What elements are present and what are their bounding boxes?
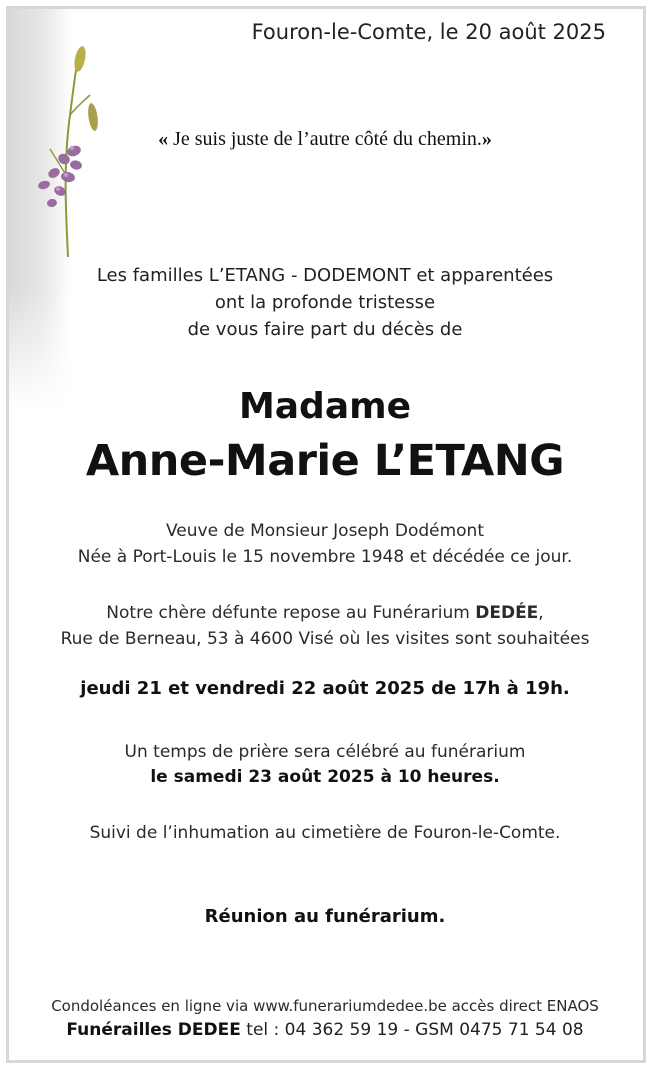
deceased-details [0, 518, 650, 570]
condolences-line: Condoléances en ligne via www.funerariumdedee.be accès direct ENAOS [51, 997, 599, 1015]
flower-icon [30, 45, 110, 260]
intro-line-1: Les familles L’ETANG - DODEMONT et apparentées [96, 265, 554, 286]
deceased-title: Madame [238, 386, 412, 427]
funeral-home-name: DEDÉE [475, 603, 539, 623]
family-intro [0, 262, 650, 343]
contact-line [0, 1020, 650, 1040]
quote-text: Je suis juste de l’autre côté du chemin. [168, 128, 482, 150]
visitation-dates: jeudi 21 et vendredi 22 août 2025 de 17h à 19h. [80, 678, 570, 699]
intro-line-2: ont la profonde tristesse [214, 292, 436, 313]
quote [0, 128, 650, 151]
place-date: Fouron-le-Comte, le 20 août 2025 [251, 20, 606, 44]
deceased-name: Anne-Marie L’ETANG [85, 436, 565, 486]
reunion-info: Réunion au funérarium. [204, 906, 446, 927]
intro-line-3: de vous faire part du décès de [187, 319, 463, 340]
company-name: Funérailles DEDEE [66, 1020, 241, 1040]
widow-line: Veuve de Monsieur Joseph Dodémont [165, 521, 484, 541]
quote-close-mark: » [481, 128, 492, 150]
prayer-line-2: le samedi 23 août 2025 à 10 heures. [150, 767, 500, 787]
burial-info: Suivi de l’inhumation au cimetière de Fouron-le-Comte. [89, 823, 561, 843]
gsm-text: GSM 0475 71 54 08 [415, 1020, 584, 1040]
tel-text: tel : 04 362 59 19 - [240, 1020, 416, 1040]
visitation-line-2: Rue de Berneau, 53 à 4600 Visé où les visites sont souhaitées [60, 629, 590, 649]
birth-line: Née à Port-Louis le 15 novembre 1948 et décédée ce jour. [77, 547, 573, 567]
visitation-suffix: , [538, 603, 544, 623]
visitation-line-1 [0, 600, 650, 626]
quote-open-mark: « [158, 128, 169, 150]
prayer-info [0, 740, 650, 790]
visitation-prefix: Notre chère défunte repose au Funérarium [106, 603, 476, 623]
visitation-info [0, 600, 650, 652]
prayer-line-1: Un temps de prière sera célébré au funérarium [124, 742, 526, 762]
